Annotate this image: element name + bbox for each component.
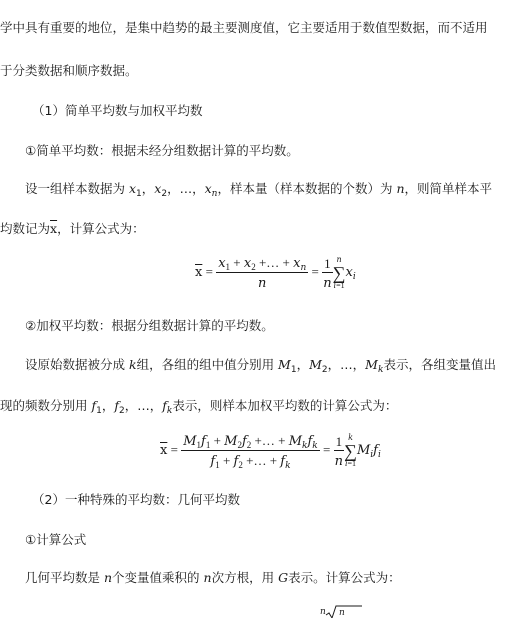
calc-formula-title: ①计算公式 (25, 532, 87, 547)
weighted-mean-title: ②加权平均数：根据分组数据计算的平均数。 (25, 318, 274, 333)
para4-line1: 几何平均数是 n个变量值乘积的 n次方根，用 G表示。计算公式为： (25, 570, 401, 585)
geometric-mean-formula-partial: n n (320, 604, 370, 618)
simple-mean-title: ①简单平均数：根据未经分组数据计算的平均数。 (25, 143, 299, 158)
weighted-mean-formula: $\overline{x}$ = $\frac{M_1f_1 + M_2f_2 +\dots + M_kf_k}{f_1 + f_2 +\dots + f_k}$ = $\frac{1}{n}$ k ∑ i=1 $M_if_i$ (160, 433, 381, 471)
simple-mean-formula: $\overline{x}$ = $\frac{x_1 + x_2 +\dots + x_n}{n}$ = $\frac{1}{n}$ n ∑ i=1 $x_i$ (195, 255, 356, 291)
para3-line1: 设原始数据被分成 k组，各组的组中值分别用 $M_1$，$M_2$，…，$M_k$表示，各组变量值出 (25, 357, 496, 375)
section1-title: （1）简单平均数与加权平均数 (32, 103, 203, 118)
para1-line2: 于分类数据和顺序数据。 (0, 63, 138, 78)
para3-line2: 现的频数分别用 $f_1$，$f_2$，…，$f_k$表示，则样本加权平均数的计算公式为： (0, 398, 398, 416)
para1-line1: 学中具有重要的地位，是集中趋势的最主要测度值，它主要适用于数值型数据，而不适用 (0, 20, 488, 35)
section2-title: （2）一种特殊的平均数：几何平均数 (32, 492, 240, 507)
para2-line2: 均数记为$\overline{x}$，计算公式为： (0, 221, 145, 236)
para2-line1: 设一组样本数据为 $x_1$，$x_2$，…，$x_n$，样本量（样本数据的个数）为 n，则简单样本平 (25, 181, 493, 199)
